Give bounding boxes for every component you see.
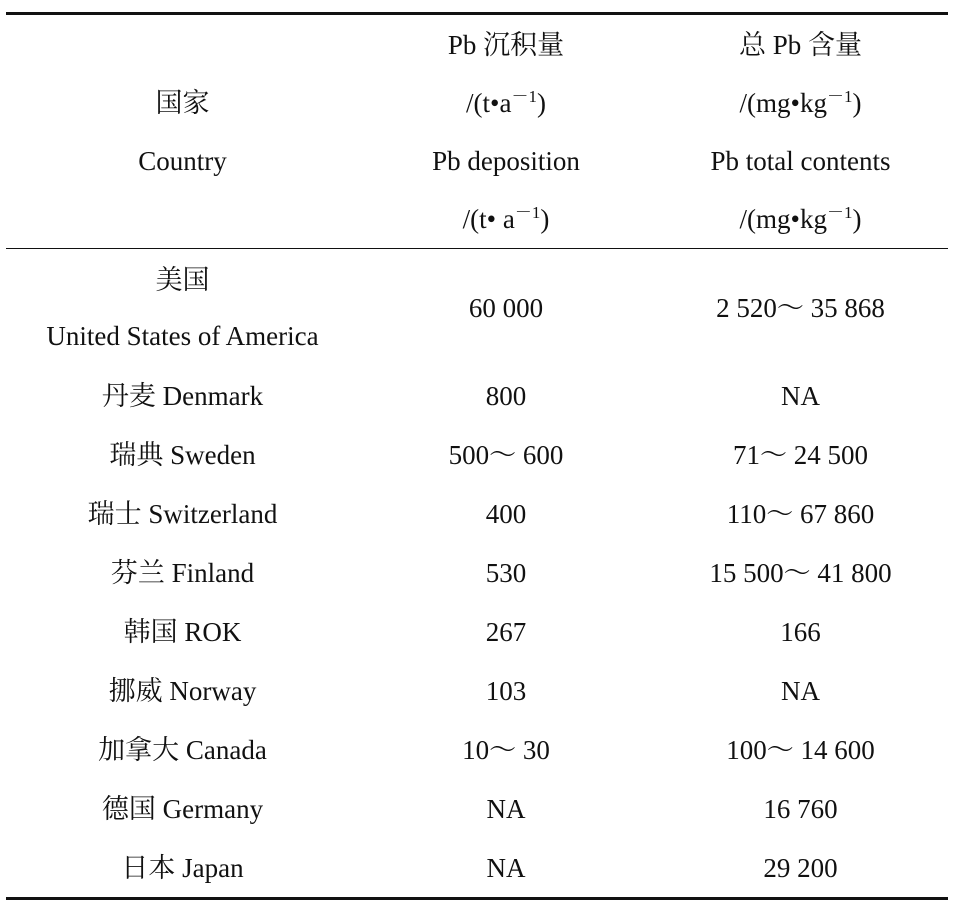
- body-table: [6, 249, 948, 897]
- table-row: [6, 721, 948, 780]
- unit-text: ): [536, 87, 546, 118]
- contents-cell: 2 520～ 35 868: [716, 292, 885, 323]
- country-zh: 美国: [155, 265, 210, 295]
- deposition-cell: 60 000: [468, 292, 544, 323]
- deposition-cell: 10～ 30: [462, 735, 550, 765]
- header-deposition-unit-zh: [359, 74, 653, 132]
- header-country-zh: 国家: [155, 87, 210, 118]
- unit-text: ): [540, 203, 550, 234]
- unit-exponent: －1: [511, 86, 537, 106]
- deposition-cell: 400: [485, 499, 527, 529]
- deposition-cell: NA: [486, 794, 526, 824]
- unit-text: /(t• a: [462, 203, 515, 234]
- deposition-cell: 500～ 600: [448, 440, 564, 470]
- header-contents-en: Pb total contents: [710, 145, 891, 176]
- table-row: [6, 544, 948, 603]
- contents-cell: 15 500～ 41 800: [709, 558, 892, 588]
- contents-cell: NA: [781, 676, 820, 706]
- deposition-cell: 267: [485, 617, 527, 647]
- unit-exponent: －1: [826, 86, 853, 106]
- header-deposition-en: Pb deposition: [432, 145, 580, 176]
- contents-cell: 29 200: [763, 852, 838, 883]
- unit-text: /(mg•kg: [739, 203, 827, 234]
- contents-cell: 110～ 67 860: [726, 499, 875, 529]
- deposition-cell: 103: [485, 676, 527, 706]
- deposition-cell: NA: [486, 852, 526, 883]
- unit-exponent: －1: [826, 202, 853, 222]
- header-row: [6, 15, 948, 248]
- table-row: [6, 426, 948, 485]
- unit-text: ): [852, 87, 862, 118]
- header-country-en: Country: [138, 145, 227, 176]
- table-row: [6, 662, 948, 721]
- table-row: [6, 839, 948, 897]
- country-cell: 芬兰 Finland: [110, 558, 255, 588]
- country-cell: 韩国 ROK: [123, 617, 242, 647]
- header-country: [6, 15, 359, 248]
- table-row: [6, 485, 948, 544]
- country-cell: 加拿大 Canada: [98, 735, 267, 765]
- unit-text: /(mg•kg: [739, 87, 827, 118]
- header-deposition-zh: Pb 沉积量: [447, 29, 565, 60]
- table-row: [6, 367, 948, 426]
- country-cell: 瑞士 Switzerland: [87, 499, 278, 529]
- country-cell: 德国 Germany: [101, 794, 264, 824]
- bottom-rule: [6, 897, 948, 900]
- header-deposition: [359, 15, 653, 248]
- unit-text: /(t•a: [466, 87, 512, 118]
- table-row: [6, 780, 948, 839]
- header-deposition-unit-en: [359, 190, 653, 248]
- deposition-cell: 530: [485, 558, 527, 588]
- contents-cell: NA: [781, 381, 820, 411]
- country-cell: 挪威 Norway: [108, 676, 257, 706]
- country-cell: 日本 Japan: [121, 852, 244, 883]
- contents-cell: 100～ 14 600: [726, 735, 875, 765]
- data-table: [6, 12, 948, 900]
- header-contents-unit-en: [653, 190, 948, 248]
- country-cell: 瑞典 Sweden: [109, 440, 256, 470]
- unit-exponent: －1: [514, 202, 541, 222]
- header-contents-zh: 总 Pb 含量: [738, 29, 863, 60]
- contents-cell: 71～ 24 500: [733, 440, 868, 470]
- header-contents-unit-zh: [653, 74, 948, 132]
- lead-table: [6, 15, 948, 248]
- contents-cell: 166: [780, 617, 821, 647]
- header-contents: [653, 15, 948, 248]
- contents-cell: 16 760: [763, 794, 838, 824]
- deposition-cell: 800: [485, 381, 527, 411]
- table-row: [6, 249, 948, 367]
- country-en: United States of America: [46, 321, 319, 351]
- table-row: [6, 603, 948, 662]
- unit-text: ): [852, 203, 862, 234]
- country-cell: [6, 249, 359, 367]
- country-cell: 丹麦 Denmark: [101, 381, 264, 411]
